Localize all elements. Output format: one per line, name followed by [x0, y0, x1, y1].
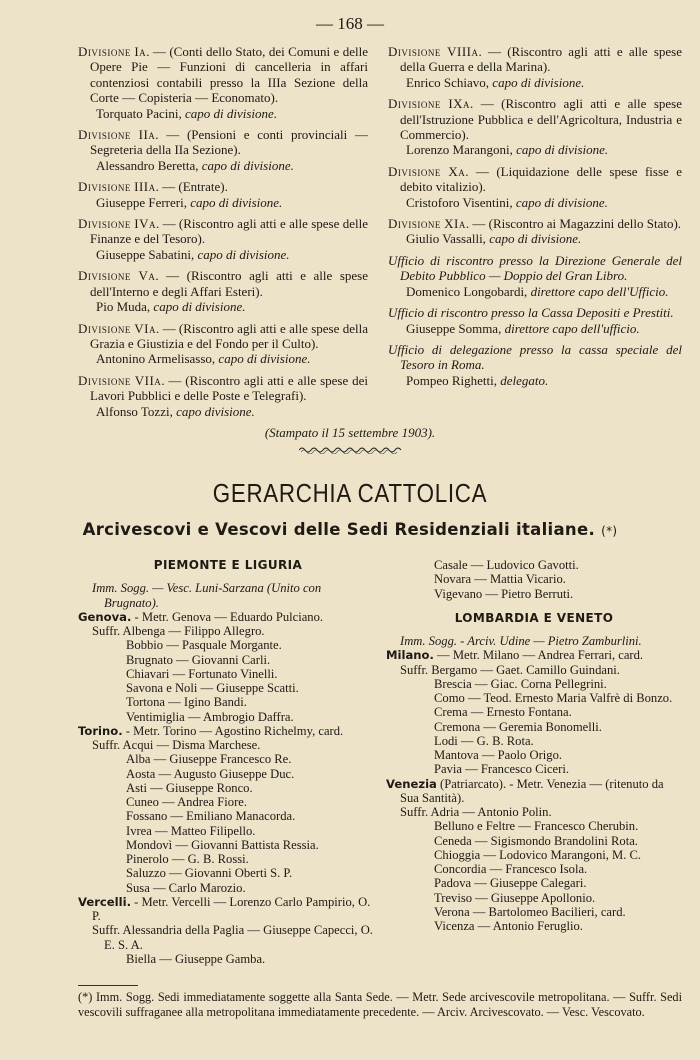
person-role: capo di divisione. [153, 299, 246, 315]
diocese-line: Casale — Ludovico Gavotti. [434, 558, 579, 572]
person-name: Cristoforo Visentini, [406, 194, 513, 210]
division-label: Divisione [78, 372, 131, 388]
division-heading [78, 373, 368, 404]
office-person [388, 321, 682, 336]
city-name: Milano. [386, 648, 434, 663]
diocese-line: Cremona — Geremia Bonomelli. [434, 719, 602, 734]
division-head-person [388, 142, 682, 157]
metropolitan-text: — Metr. Milano — Andrea Ferrari, card. [433, 648, 644, 663]
metropolitan-text: - Metr. Torino — Agostino Richelmy, card. [122, 723, 344, 738]
division-head-person [388, 231, 682, 246]
person-name: Antonino Armelisasso, [96, 351, 216, 367]
person-name: Giuseppe Sabatini, [96, 246, 195, 262]
division-head-person [78, 106, 368, 121]
person-role: capo di divisione. [516, 142, 609, 158]
office-title: Ufficio di riscontro presso la Cassa Depositi e Prestiti. [388, 305, 674, 321]
diocese-line: Susa — Carlo Marozio. [126, 880, 246, 895]
wave-divider-icon [299, 446, 403, 454]
division-head-person [388, 75, 682, 90]
division-head-person [388, 195, 682, 210]
division-description: . — (Liquidazione delle spese fisse e debito vitalizio). [400, 163, 683, 195]
city-name: Torino. [78, 723, 123, 738]
footnote: (*) Imm. Sogg. Sedi immediatamente soggette alla Santa Sede. — Metr. Sede arcivescovile metropolitana. — Suffr. Sedi vescovili suffraganee alla metropolitana immediatamente precedente. — Arciv. Arcivescovato. — Vesc. Vescovato. [78, 990, 682, 1019]
suffragan-line: Suffr. Acqui — Disma Marchese. [92, 738, 261, 752]
diocese-line: Saluzzo — Giovanni Oberti S. P. [126, 866, 293, 881]
person-role: capo di divisione. [190, 194, 283, 210]
division-description: . — (Riscontro agli atti e alle spese dell'Interno e degli Affari Esteri). [90, 268, 368, 299]
print-date: (Stampato il 15 settembre 1903). [264, 425, 436, 440]
diocese-line: Chioggia — Lodovico Marangoni, M. C. [434, 847, 642, 862]
diocese-line: Vicenza — Antonio Feruglio. [434, 919, 583, 933]
person-name: Enrico Schiavo, [406, 74, 490, 90]
person-name: Domenico Longobardi, [406, 283, 528, 299]
division-number: IIa [138, 127, 156, 143]
office-title: Ufficio di riscontro presso la Direzione Generale del Debito Pubblico — Doppio del Gran Libro. [388, 252, 682, 284]
metropolitan-line [386, 648, 682, 662]
diocese-line: Chiavari — Fortunato Vinelli. [126, 666, 278, 681]
region-heading: LOMBARDIA E VENETO [454, 610, 614, 625]
diocese-line: Aosta — Augusto Giuseppe Duc. [126, 766, 295, 781]
piemonte-column [78, 555, 378, 966]
division-heading [388, 164, 682, 195]
division-heading [78, 268, 368, 299]
division-number: IIIa [134, 179, 156, 195]
diocese-line: Ventimiglia — Ambrogio Daffra. [126, 709, 294, 724]
division-label: Divisione [78, 320, 131, 336]
division-number: VIa [134, 320, 156, 336]
person-role: capo di divisione. [492, 74, 585, 90]
city-name: Venezia [386, 776, 437, 791]
office-entry [388, 342, 682, 388]
diocese-line: Bobbio — Pasquale Morgante. [126, 638, 282, 653]
person-role: capo divisione. [176, 403, 255, 419]
person-role: capo di divisione. [489, 231, 582, 247]
person-name: Alfonso Tozzi, [96, 403, 173, 419]
division-head-person [78, 195, 368, 210]
division-entry [78, 179, 368, 210]
division-heading [78, 216, 368, 247]
person-name: Giuseppe Ferreri, [96, 194, 187, 210]
division-description: . — (Conti dello Stato, dei Comuni e delle Opere Pie — Funzioni di cancelleria in affari contenziosi contabili presso la IIIa Sezione della Corte — Copisteria — Economato). [90, 44, 368, 106]
division-description: . — (Riscontro agli atti e alle spese dell'Istruzione Pubblica e dell'Agricoltura, Industria e Commercio). [400, 96, 682, 143]
person-name: Giuseppe Somma, [406, 320, 502, 336]
division-number: Va [138, 268, 156, 284]
office-entry [388, 305, 682, 336]
metropolitan-line [78, 724, 378, 738]
division-description: . — (Riscontro agli atti e alle spese della Grazia e Giustizia e del Fondo per il Culto). [90, 320, 369, 351]
division-number: VIIIa [447, 44, 479, 59]
diocese-line: Savona e Noli — Giuseppe Scatti. [126, 681, 299, 695]
division-label: Divisione [388, 216, 441, 232]
diocese-line: Asti — Giuseppe Ronco. [126, 780, 253, 795]
division-label: Divisione [388, 44, 441, 59]
section-subtitle [0, 520, 700, 539]
person-name: Torquato Pacini, [96, 105, 182, 121]
immediate-subject-line: Imm. Sogg. - Arciv. Udine — Pietro Zamburlini. [400, 634, 642, 648]
diocese-line: Tortona — Igino Bandi. [126, 695, 247, 710]
immediate-subject-line: Imm. Sogg. — Vesc. Luni-Sarzana (Unito con Brugnato). [92, 581, 322, 610]
person-name: Alessandro Beretta, [96, 157, 199, 173]
division-entry [78, 127, 368, 173]
division-number: Xa [448, 163, 466, 179]
division-head-person [78, 247, 368, 262]
metropolitan-text: - Metr. Genova — Eduardo Pulciano. [131, 609, 324, 624]
diocese-line: Treviso — Giuseppe Apollonio. [434, 890, 596, 905]
person-name: Lorenzo Marangoni, [406, 142, 513, 158]
office-entry [388, 253, 682, 299]
division-label: Divisione [78, 179, 131, 195]
division-description: . — (Pensioni e conti provinciali — Segreteria della IIa Sezione). [90, 127, 368, 158]
diocese-line: Padova — Giuseppe Calegari. [434, 876, 587, 891]
metropolitan-line [386, 777, 682, 806]
metropolitan-line [78, 610, 378, 624]
person-name: Pompeo Righetti, [406, 372, 497, 388]
diocese-line: Brescia — Giac. Corna Pellegrini. [434, 676, 607, 691]
person-role: capo di divisione. [515, 194, 608, 210]
diocese-line: Vigevano — Pietro Berruti. [434, 586, 574, 601]
diocese-line: Biella — Giuseppe Gamba. [126, 951, 266, 966]
section-title: GERARCHIA CATTOLICA [212, 478, 488, 508]
division-label: Divisione [78, 216, 131, 232]
division-heading [78, 179, 368, 194]
division-entry [388, 96, 682, 158]
metropolitan-text: (Patriarcato). - Metr. Venezia — (ritenuto da Sua Santità). [400, 776, 664, 805]
division-entry [78, 44, 368, 121]
diocese-line: Lodi — G. B. Rota. [434, 733, 534, 748]
division-label: Divisione [388, 96, 441, 112]
metropolitan-text: - Metr. Vercelli — Lorenzo Carlo Pampirio, O. P. [92, 894, 371, 923]
diocese-line: Brugnato — Giovanni Carli. [126, 652, 271, 667]
lombardia-column [386, 558, 682, 933]
division-label: Divisione [78, 127, 131, 143]
division-label: Divisione [388, 163, 441, 179]
division-head-person [78, 351, 368, 366]
division-description: . — (Riscontro agli atti e alle spese dei Lavori Pubblici e delle Poste e Telegrafi). [90, 372, 369, 404]
division-number: IXa [448, 96, 471, 112]
diocese-line: Crema — Ernesto Fontana. [434, 705, 572, 720]
diocese-line: Fossano — Emiliano Manacorda. [126, 809, 296, 824]
division-description: . — (Riscontro ai Magazzini dello Stato). [465, 216, 682, 232]
division-description: . — (Riscontro agli atti e alle spese delle Finanze e del Tesoro). [90, 216, 369, 247]
suffragan-line: Suffr. Adria — Antonio Polin. [400, 805, 552, 819]
city-name: Vercelli. [78, 894, 131, 909]
diocese-line: Novara — Mattia Vicario. [434, 572, 566, 587]
division-number: IVa [134, 216, 156, 232]
office-person [388, 373, 682, 388]
city-name: Genova. [78, 609, 132, 624]
person-role: capo di divisione. [185, 105, 278, 121]
page-number: — 168 — [316, 14, 384, 33]
division-heading [78, 127, 368, 158]
person-role: direttore capo dell'ufficio. [504, 320, 640, 336]
diocese-line: Mondovì — Giovanni Battista Ressia. [126, 837, 319, 852]
division-entry [78, 373, 368, 419]
diocese-line: Como — Teod. Ernesto Maria Valfrè di Bonzo. [434, 691, 673, 705]
office-title: Ufficio di delegazione presso la cassa speciale del Tesoro in Roma. [388, 341, 682, 373]
diocese-line: Belluno e Feltre — Francesco Cherubin. [434, 819, 639, 834]
division-heading [388, 44, 682, 75]
footnote-rule [78, 985, 138, 986]
division-entry [388, 44, 682, 90]
diocese-line: Ceneda — Sigismondo Brandolini Rota. [434, 833, 638, 848]
subtitle-text: Arcivescovi e Vescovi delle Sedi Residenziali italiane. [82, 520, 596, 539]
division-description: . — (Entrate). [155, 179, 228, 195]
diocese-line: Pinerolo — G. B. Rossi. [126, 852, 249, 866]
division-head-person [78, 158, 368, 173]
division-entry [78, 268, 368, 314]
person-role: capo di divisione. [218, 351, 311, 367]
division-heading [388, 96, 682, 142]
division-heading [78, 321, 368, 352]
division-entry [388, 216, 682, 247]
person-role: capo di divisione. [197, 246, 290, 262]
division-entry [78, 321, 368, 367]
person-role: direttore capo dell'Ufficio. [530, 283, 669, 299]
diocese-line: Alba — Giuseppe Francesco Re. [126, 752, 292, 767]
right-column [388, 44, 682, 394]
division-heading [388, 216, 682, 231]
division-number: XIa [444, 216, 466, 232]
division-label: Divisione [78, 268, 131, 284]
division-number: Ia [134, 44, 147, 59]
diocese-line: Verona — Bartolomeo Bacilieri, card. [434, 904, 626, 919]
division-entry [78, 216, 368, 262]
office-person [388, 284, 682, 299]
person-name: Pio Muda, [96, 299, 151, 315]
division-head-person [78, 299, 368, 314]
division-entry [388, 164, 682, 210]
person-name: Giulio Vassalli, [406, 231, 486, 247]
division-head-person [78, 404, 368, 419]
diocese-line: Ivrea — Matteo Filipello. [126, 823, 256, 838]
footnote-mark: (*) [601, 524, 618, 538]
suffragan-line: Suffr. Alessandria della Paglia — Giuseppe Capecci, O. E. S. A. [92, 923, 373, 952]
region-heading: PIEMONTE E LIGURIA [153, 558, 303, 572]
diocese-line: Concordia — Francesco Isola. [434, 862, 588, 876]
division-description: . — (Riscontro agli atti e alle spese della Guerra e della Marina). [400, 44, 682, 75]
division-heading [78, 44, 368, 106]
diocese-line: Pavia — Francesco Ciceri. [434, 762, 569, 777]
suffragan-line: Suffr. Albenga — Filippo Allegro. [92, 624, 265, 638]
division-number: VIIa [134, 372, 162, 388]
person-role: capo di divisione. [201, 157, 294, 173]
metropolitan-line [78, 895, 378, 924]
suffragan-line: Suffr. Bergamo — Gaet. Camillo Guindani. [400, 662, 620, 677]
diocese-line: Mantova — Paolo Origo. [434, 748, 563, 762]
diocese-line: Cuneo — Andrea Fiore. [126, 795, 248, 809]
person-role: delegato. [500, 372, 549, 388]
left-column [78, 44, 368, 425]
division-label: Divisione [78, 44, 131, 59]
